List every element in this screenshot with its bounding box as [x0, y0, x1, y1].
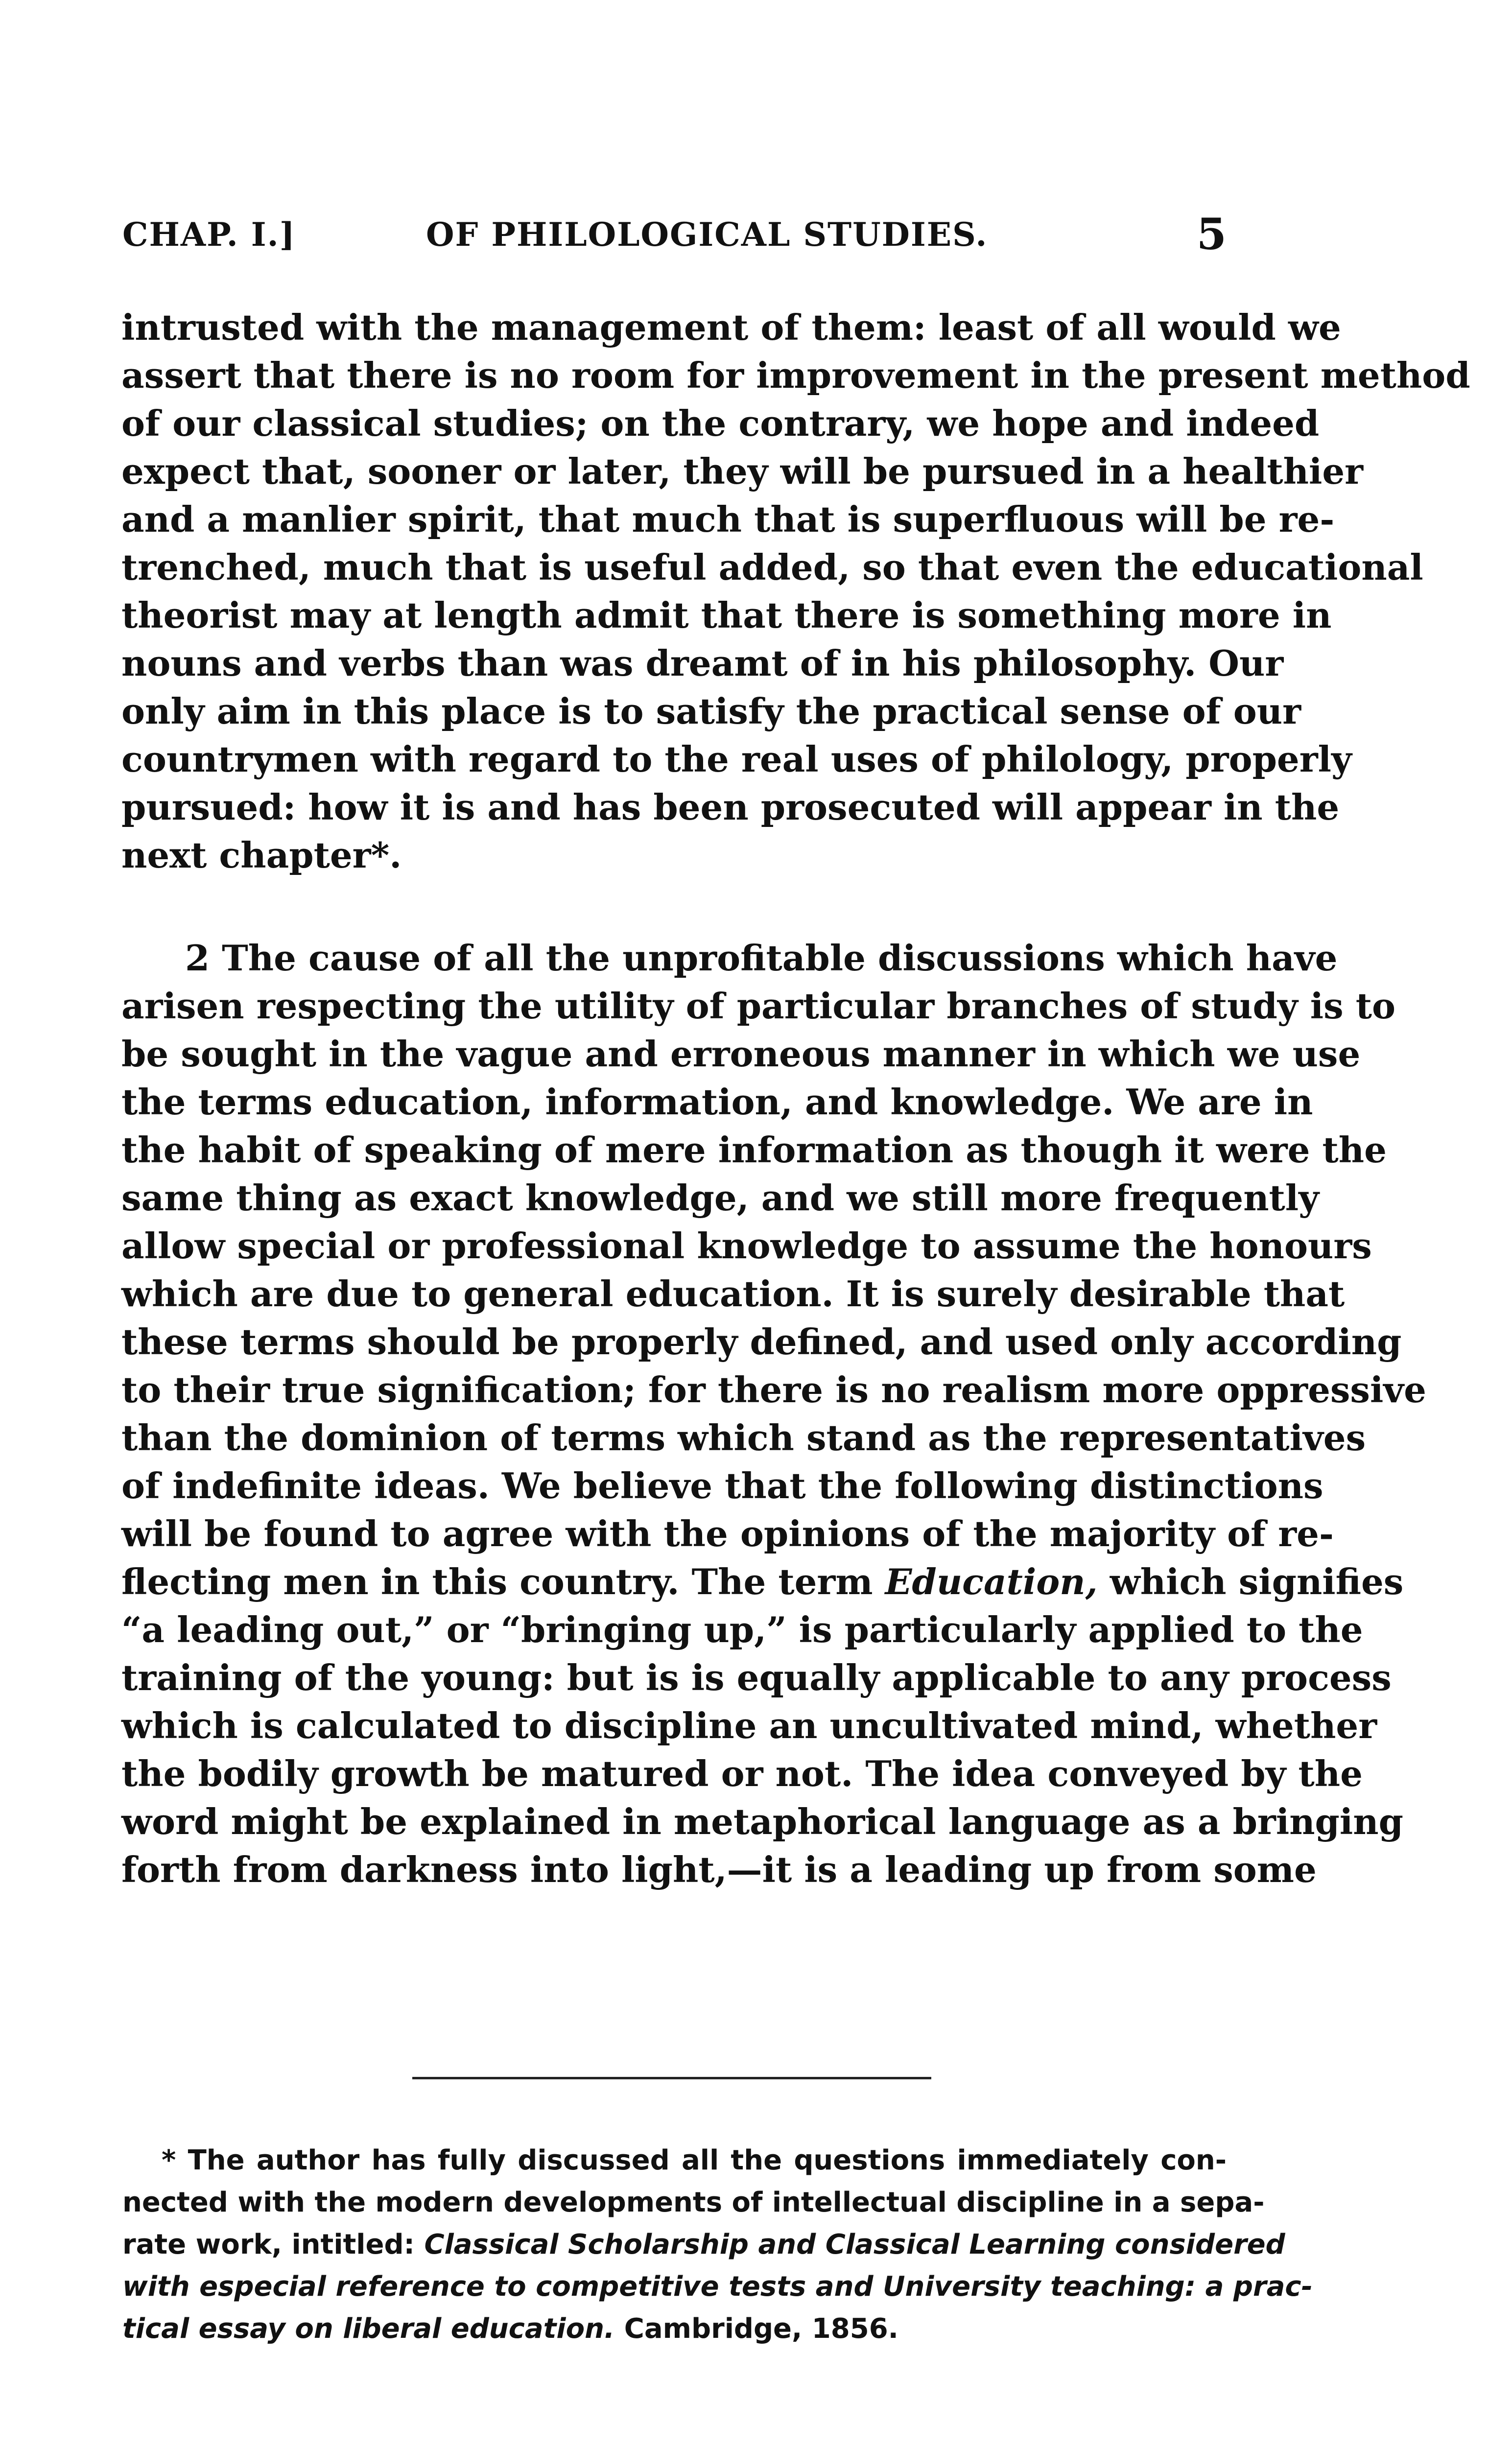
book-title-fragment: tical essay on liberal education.: [122, 2313, 615, 2345]
footnote-line: [122, 2308, 1227, 2350]
text-line-with-italic: [121, 1558, 1404, 1606]
text-line: which are due to general education. It is surely desirable that: [121, 1273, 1345, 1315]
text-line: training of the young: but is is equally applicable to any process: [121, 1657, 1392, 1698]
running-title: OF PHILOLOGICAL STUDIES.: [426, 215, 988, 254]
running-head: [122, 209, 1227, 269]
text-fragment: Cambridge, 1856.: [614, 2313, 898, 2345]
footnote-rule: [412, 2077, 931, 2079]
footnote: [122, 2140, 1313, 2350]
text-line: nouns and verbs than was dreamt of in his philosophy. Our: [121, 642, 1284, 684]
text-line: only aim in this place is to satisfy the practical sense of our: [121, 690, 1301, 732]
text-fragment: which signifies: [1097, 1561, 1404, 1602]
text-line: trenched, much that is useful added, so that even the educational: [121, 546, 1423, 588]
italic-term: Education,: [885, 1561, 1098, 1602]
text-line: next chapter*.: [121, 834, 402, 876]
text-fragment: flecting men in this country. The term: [121, 1561, 885, 1602]
text-line: these terms should be properly defined, and used only according: [121, 1321, 1402, 1363]
page-number: 5: [1196, 209, 1227, 259]
text-line: pursued: how it is and has been prosecuted will appear in the: [121, 786, 1340, 828]
text-line: of our classical studies; on the contrary, we hope and indeed: [121, 402, 1320, 444]
book-title-fragment: Classical Scholarship and Classical Learning considered: [424, 2229, 1285, 2260]
text-line: the terms education, information, and knowledge. We are in: [121, 1081, 1313, 1123]
text-fragment: rate work, intitled:: [122, 2229, 425, 2260]
text-line: theorist may at length admit that there is something more in: [121, 594, 1332, 636]
text-line: same thing as exact knowledge, and we still more frequently: [121, 1177, 1319, 1219]
chapter-marker: CHAP. I.]: [122, 215, 296, 254]
text-line: allow special or professional knowledge to assume the honours: [121, 1225, 1372, 1267]
footnote-line: nected with the modern developments of intellectual discipline in a sepa-: [122, 2187, 1265, 2218]
text-line: word might be explained in metaphorical language as a bringing: [121, 1801, 1403, 1842]
text-line: arisen respecting the utility of particular branches of study is to: [121, 985, 1395, 1027]
text-line: of indefinite ideas. We believe that the following distinctions: [121, 1465, 1323, 1506]
text-line: which is calculated to discipline an uncultivated mind, whether: [121, 1705, 1377, 1746]
text-line: intrusted with the management of them: least of all would we: [121, 306, 1341, 348]
text-line: expect that, sooner or later, they will be pursued in a healthier: [121, 450, 1364, 492]
text-line: forth from darkness into light,—it is a leading up from some: [121, 1849, 1317, 1890]
text-line: than the dominion of terms which stand as the representatives: [121, 1417, 1366, 1459]
text-line: and a manlier spirit, that much that is superfluous will be re-: [121, 498, 1335, 540]
body-text: [121, 304, 1470, 1894]
text-line: assert that there is no room for improvement in the present method: [121, 354, 1470, 396]
text-line: be sought in the vague and erroneous manner in which we use: [121, 1033, 1361, 1075]
text-line: countrymen with regard to the real uses of philology, properly: [121, 738, 1352, 780]
footnote-line: * The author has fully discussed all the questions immediately con-: [162, 2144, 1227, 2176]
paragraph-gap: [121, 879, 1228, 934]
footnote-line: with especial reference to competitive tests and University teaching: a prac-: [122, 2271, 1313, 2303]
text-line: “a leading out,” or “bringing up,” is particularly applied to the: [121, 1609, 1363, 1650]
text-line: the bodily growth be matured or not. The idea conveyed by the: [121, 1753, 1363, 1794]
text-line: will be found to agree with the opinions of the majority of re-: [121, 1513, 1334, 1554]
paragraph-1: [121, 304, 1470, 879]
footnote-line: [122, 2224, 1285, 2266]
text-line: to their true signification; for there is no realism more oppressive: [121, 1369, 1426, 1411]
paragraph-2: [121, 934, 1426, 1894]
text-line: the habit of speaking of mere information as though it were the: [121, 1129, 1387, 1171]
text-line: 2 The cause of all the unprofitable discussions which have: [185, 937, 1338, 979]
